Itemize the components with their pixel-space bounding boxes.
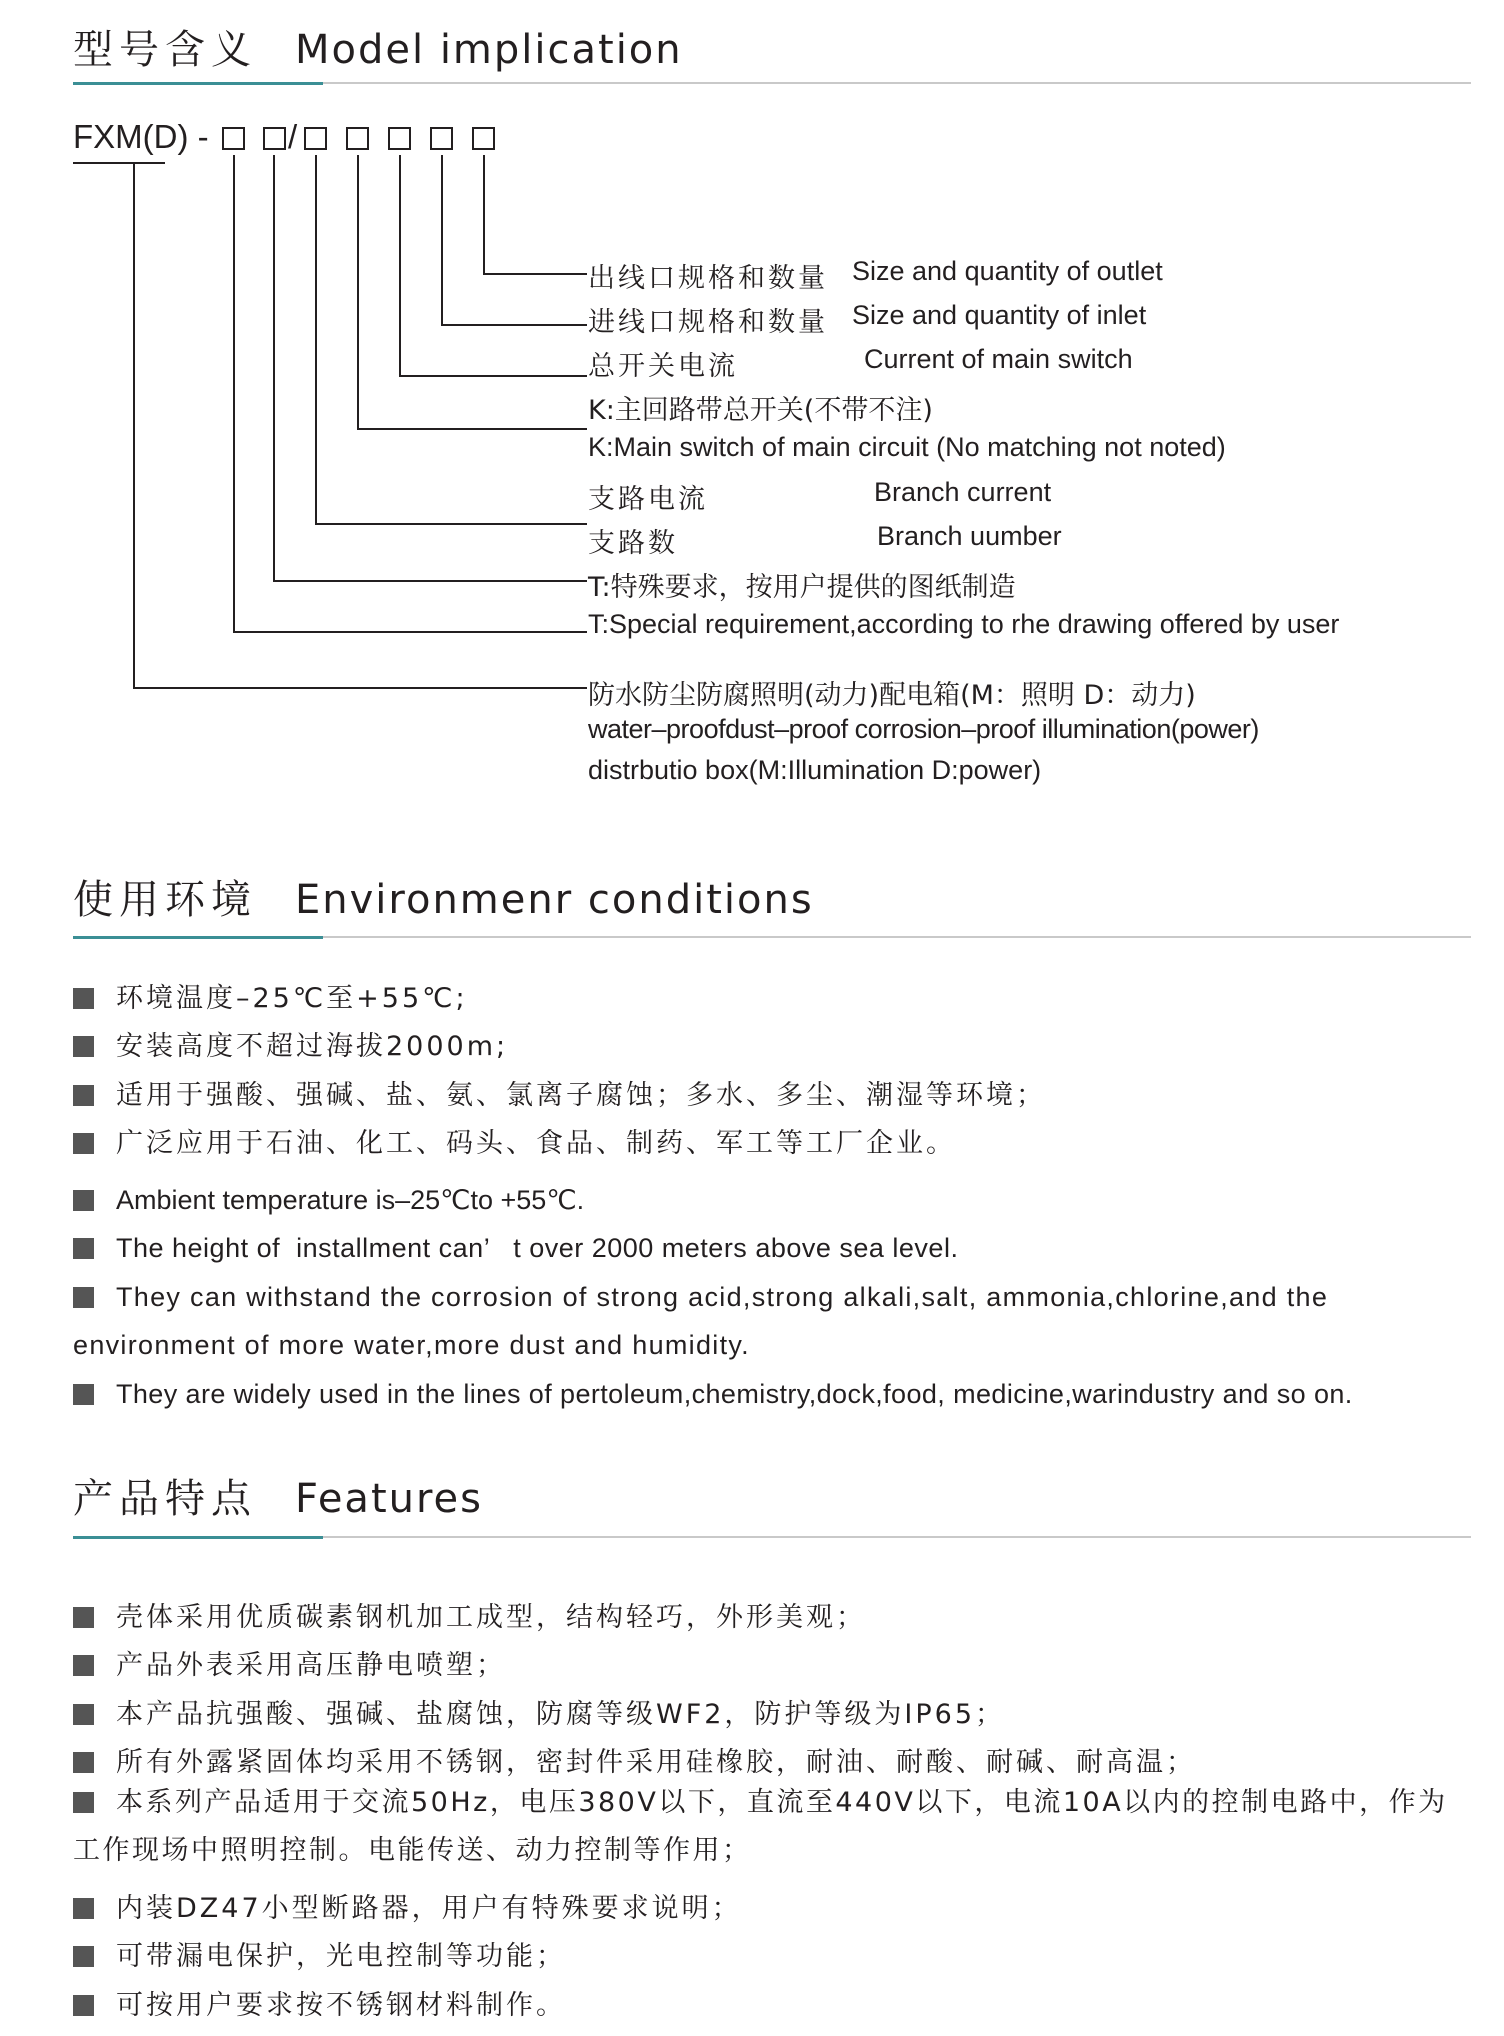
feature-item: 本系列产品适用于交流50Hz，电压380V以下，直流至440V以下，电流10A以内的控制电路中，作为工作现场中照明控制。电能传送、动力控制等作用； [73, 1787, 1448, 1866]
desc-k-cn: K:主回路带总开关(不带不注) [588, 395, 933, 426]
section-divider-features [73, 1536, 1471, 1538]
env-item: 安装高度不超过海拔2000m; [73, 1024, 1473, 1063]
section-title-model [73, 18, 683, 75]
desc-branch-number-cn: 支路数 [588, 528, 678, 559]
desc-main-switch [588, 344, 1133, 383]
bullet-square-icon [73, 1133, 94, 1154]
desc-branch-number-en: Branch uumber [877, 521, 1062, 551]
bullet-square-icon [73, 1607, 94, 1628]
env-item-en: Ambient temperature is–25℃to +55℃. [73, 1185, 1473, 1216]
bullet-square-icon [73, 1752, 94, 1773]
bullet-square-icon [73, 1995, 94, 2016]
model-code-slash: / [288, 118, 298, 155]
desc-k-en: K:Main switch of main circuit (No matching not noted) [588, 432, 1226, 462]
bullet-square-icon [73, 1946, 94, 1967]
desc-inlet [588, 300, 1147, 339]
desc-inlet-en: Size and quantity of inlet [852, 300, 1147, 330]
bullet-square-icon [73, 1238, 94, 1259]
desc-box-cn: 防水防尘防腐照明(动力)配电箱(M：照明 D：动力) [588, 680, 1196, 711]
section-title-model-en: Model implication [295, 27, 683, 73]
section-title-model-cn: 型号含义 [73, 27, 257, 73]
divider-accent [73, 936, 323, 939]
env-item: 广泛应用于石油、化工、码头、食品、制药、军工等工厂企业。 [73, 1121, 1473, 1160]
section-title-env-en: Environmenr conditions [295, 877, 814, 923]
section-title-env-cn: 使用环境 [73, 877, 257, 923]
env-item-en: They can withstand the corrosion of strong acid,strong alkali,salt, ammonia,chlorine,and the environment of more water,more dust and humidity. [73, 1282, 1329, 1360]
feature-item: 壳体采用优质碳素钢机加工成型，结构轻巧，外形美观； [73, 1595, 1473, 1634]
env-item: 环境温度–25℃至+55℃; [73, 976, 1473, 1015]
desc-main-switch-cn: 总开关电流 [588, 351, 738, 382]
code-box [472, 127, 495, 150]
desc-branch-current-en: Branch current [874, 477, 1052, 507]
desc-branch-current [588, 477, 1052, 516]
desc-t-en: T:Special requirement,according to rhe drawing offered by user [588, 609, 1340, 639]
code-box [222, 127, 245, 150]
section-divider-model [73, 82, 1471, 84]
desc-main-switch-en: Current of main switch [864, 344, 1133, 374]
code-box [430, 127, 453, 150]
bullet-square-icon [73, 1287, 94, 1308]
desc-outlet-cn: 出线口规格和数量 [588, 263, 828, 294]
model-code-prefix: FXM(D) - [73, 118, 209, 155]
section-divider-env [73, 936, 1471, 938]
model-code-underline [73, 162, 165, 164]
desc-box-en1: water–proofdust–proof corrosion–proof illumination(power) [588, 714, 1259, 744]
bullet-square-icon [73, 988, 94, 1009]
section-title-features [73, 1467, 483, 1524]
bullet-square-icon [73, 1036, 94, 1057]
bullet-square-icon [73, 1792, 94, 1813]
bullet-square-icon [73, 1190, 94, 1211]
desc-branch-number [588, 521, 1062, 560]
feature-item: 可带漏电保护，光电控制等功能； [73, 1934, 1473, 1973]
code-box [263, 127, 286, 150]
feature-item: 内装DZ47小型断路器，用户有特殊要求说明； [73, 1886, 1473, 1925]
section-title-env [73, 868, 814, 925]
bullet-square-icon [73, 1085, 94, 1106]
feature-item: 本产品抗强酸、强碱、盐腐蚀，防腐等级WF2，防护等级为IP65； [73, 1692, 1473, 1731]
desc-outlet-en: Size and quantity of outlet [852, 256, 1163, 286]
feature-item: 可按用户要求按不锈钢材料制作。 [73, 1983, 1473, 2022]
feature-item: 所有外露紧固体均采用不锈钢，密封件采用硅橡胶，耐油、耐酸、耐碱、耐高温； [73, 1740, 1473, 1779]
bullet-square-icon [73, 1384, 94, 1405]
bullet-square-icon [73, 1898, 94, 1919]
divider-accent [73, 1536, 323, 1539]
desc-branch-current-cn: 支路电流 [588, 484, 708, 515]
bullet-square-icon [73, 1655, 94, 1676]
desc-inlet-cn: 进线口规格和数量 [588, 307, 828, 338]
divider-accent [73, 82, 323, 85]
section-title-features-cn: 产品特点 [73, 1476, 257, 1522]
model-code [73, 118, 209, 156]
code-box [346, 127, 369, 150]
code-box [388, 127, 411, 150]
section-title-features-en: Features [295, 1476, 483, 1522]
env-item-en: The height of installment can’ t over 2000 meters above sea level. [73, 1233, 1473, 1264]
desc-box-en2: distrbutio box(M:Illumination D:power) [588, 755, 1042, 785]
bullet-square-icon [73, 1704, 94, 1725]
env-item-en: They are widely used in the lines of pertoleum,chemistry,dock,food, medicine,warindustry and so on. [73, 1379, 1473, 1410]
feature-item: 产品外表采用高压静电喷塑； [73, 1643, 1473, 1682]
desc-t-cn: T:特殊要求，按用户提供的图纸制造 [588, 572, 1016, 603]
code-box [304, 127, 327, 150]
desc-outlet [588, 256, 1163, 295]
env-item: 适用于强酸、强碱、盐、氨、氯离子腐蚀；多水、多尘、潮湿等环境； [73, 1073, 1473, 1112]
